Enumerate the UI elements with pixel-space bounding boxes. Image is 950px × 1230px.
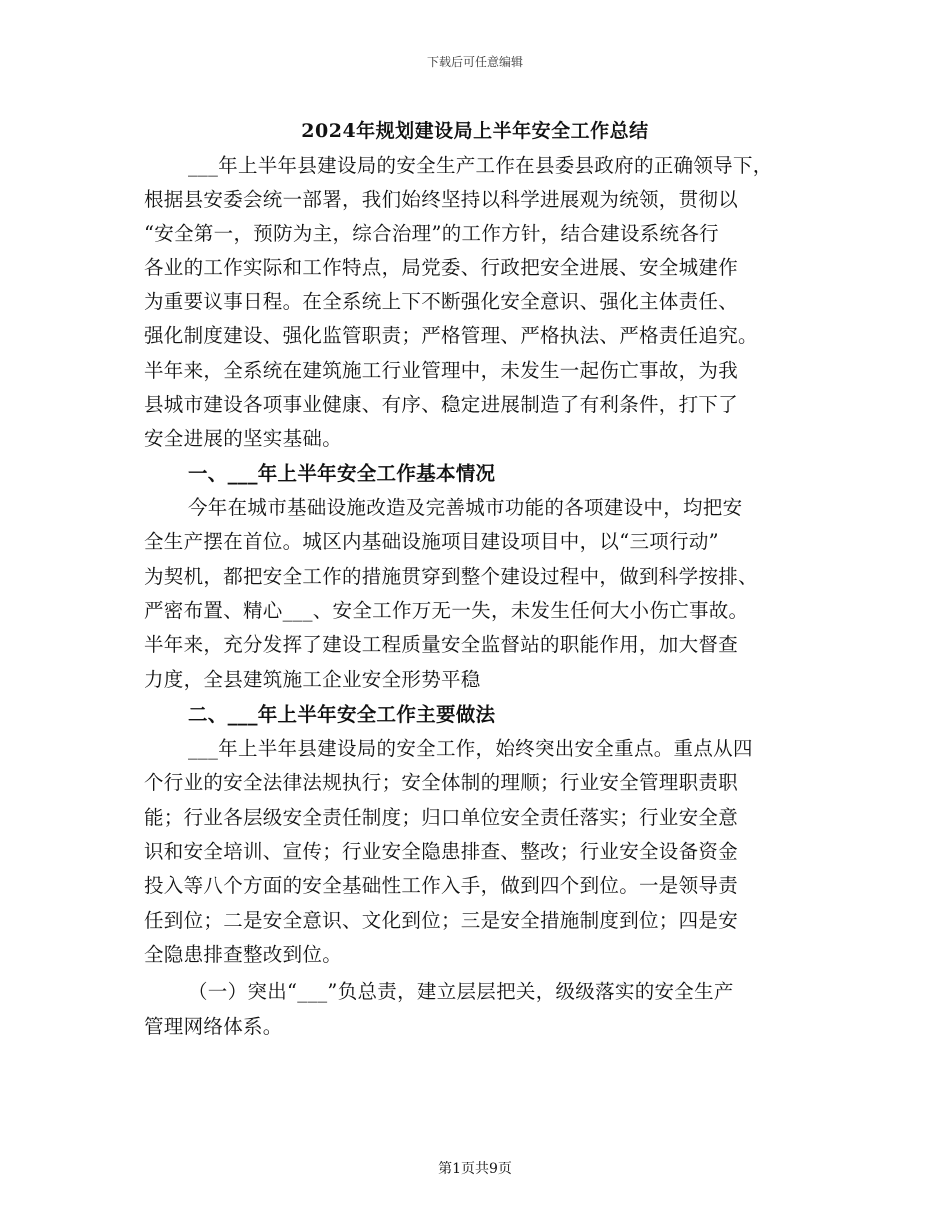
paragraph-line: 能；行业各层级安全责任制度；归口单位安全责任落实；行业安全意 <box>144 806 739 829</box>
paragraph-line: 投入等八个方面的安全基础性工作入手，做到四个到位。一是领导责 <box>144 874 739 897</box>
section-heading: 一、___年上半年安全工作基本情况 <box>188 462 496 485</box>
section-heading: 二、___年上半年安全工作主要做法 <box>188 703 496 726</box>
paragraph-line: 为重要议事日程。在全系统上下不断强化安全意识、强化主体责任、 <box>144 290 739 313</box>
paragraph-line: ___年上半年县建设局的安全生产工作在县委县政府的正确领导下， <box>188 154 773 177</box>
paragraph-line: ___年上半年县建设局的安全工作，始终突出安全重点。重点从四 <box>188 737 753 760</box>
paragraph-line: 个行业的安全法律法规执行；安全体制的理顺；行业安全管理职责职 <box>144 771 739 794</box>
paragraph-line: 强化制度建设、强化监管职责；严格管理、严格执法、严格责任追究。 <box>144 324 758 347</box>
paragraph-line: 安全进展的坚实基础。 <box>144 427 343 450</box>
paragraph-line: 全隐患排查整改到位。 <box>144 943 343 966</box>
paragraph-line: 根据县安委会统一部署，我们始终坚持以科学进展观为统领，贯彻以 <box>144 188 739 211</box>
paragraph-line: （一）突出“___”负总责，建立层层把关，级级落实的安全生产 <box>188 980 734 1003</box>
paragraph-line: 县城市建设各项事业健康、有序、稳定进展制造了有利条件，打下了 <box>144 393 739 416</box>
paragraph-line: 半年来，全系统在建筑施工行业管理中，未发生一起伤亡事故，为我 <box>144 359 739 382</box>
paragraph-line: 各业的工作实际和工作特点，局党委、行政把安全进展、安全城建作 <box>144 256 739 279</box>
paragraph-line: 管理网络体系。 <box>144 1015 283 1038</box>
page-header: 下载后可任意编辑 <box>426 55 523 69</box>
paragraph-line: 力度，全县建筑施工企业安全形势平稳 <box>144 668 481 691</box>
paragraph-line: 半年来，充分发挥了建设工程质量安全监督站的职能作用，加大督查 <box>144 633 739 656</box>
paragraph-line: 为契机，都把安全工作的措施贯穿到整个建设过程中，做到科学按排、 <box>144 565 758 588</box>
paragraph-line: “安全第一，预防为主，综合治理”的工作方针，结合建设系统各行 <box>144 222 719 245</box>
paragraph-line: 严密布置、精心___、安全工作万无一失，未发生任何大小伤亡事故。 <box>144 599 749 622</box>
document-title: 2024年规划建设局上半年安全工作总结 <box>301 120 649 142</box>
paragraph-line: 今年在城市基础设施改造及完善城市功能的各项建设中，均把安 <box>188 496 743 519</box>
paragraph-line: 识和安全培训、宣传；行业安全隐患排查、整改；行业安全设备资金 <box>144 840 739 863</box>
paragraph-line: 全生产摆在首位。城区内基础设施项目建设项目中，以“三项行动” <box>144 530 719 553</box>
paragraph-line: 任到位；二是安全意识、文化到位；三是安全措施制度到位；四是安 <box>144 909 739 932</box>
page-footer: 第1页共9页 <box>438 1161 512 1177</box>
